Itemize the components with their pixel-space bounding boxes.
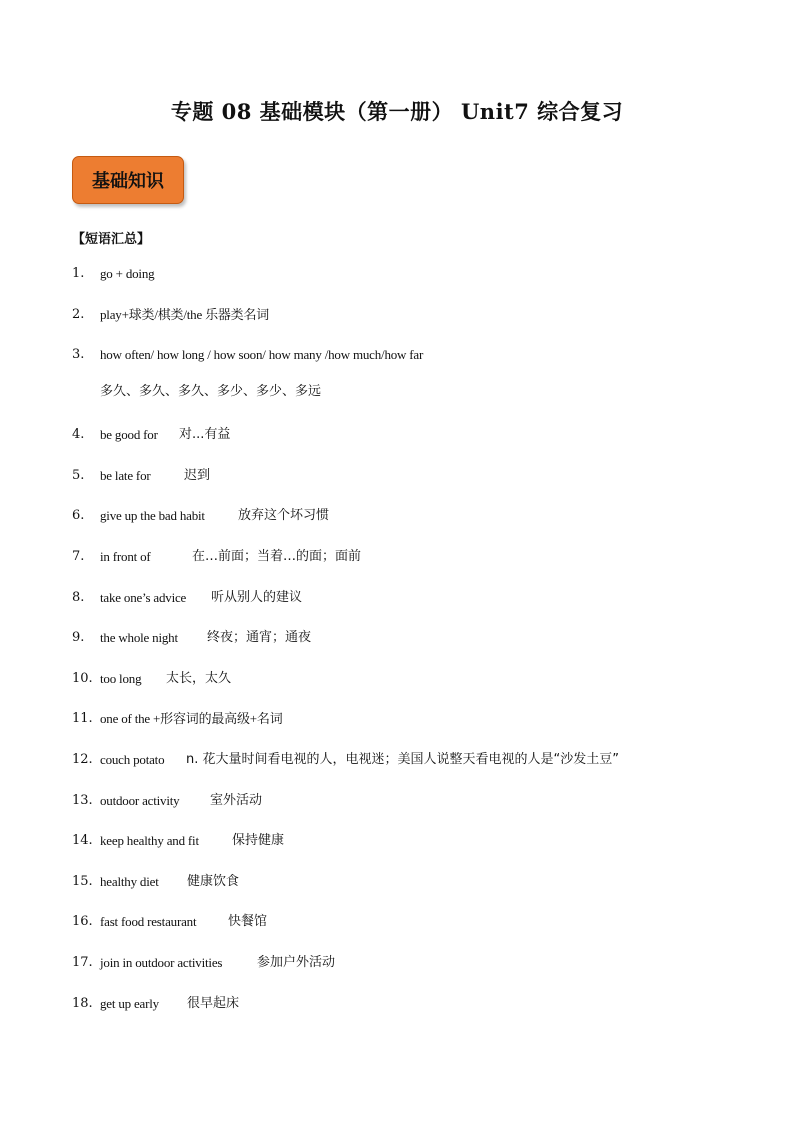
list-item [72, 344, 772, 424]
phrase-english: one of the +形容词的最高级+名词 [100, 711, 283, 727]
phrase-english: healthy diet [100, 873, 159, 889]
phrase-english: in front of [100, 548, 151, 564]
phrase-chinese: 迟到 [184, 467, 211, 483]
phrase-chinese: 快餐馆 [228, 914, 268, 930]
phrase-english: keep healthy and fit [100, 833, 199, 849]
item-number: 18. [72, 995, 93, 1011]
item-number: 8. [72, 589, 85, 605]
phrase-chinese: 保持健康 [232, 833, 285, 849]
list-item [72, 587, 772, 628]
phrase-chinese: 多久、多久、多久、多少、多少、多远 [100, 384, 322, 400]
item-number: 12. [72, 751, 93, 767]
phrase-english: give up the bad habit [100, 508, 205, 524]
phrase-english: get up early [100, 995, 159, 1011]
list-item [72, 505, 772, 546]
list-item [72, 993, 772, 1034]
phrase-chinese: 听从别人的建议 [211, 589, 303, 605]
phrase-chinese: 放弃这个坏习惯 [238, 508, 330, 524]
list-item [72, 263, 772, 304]
list-item [72, 627, 772, 668]
phrase-english: the whole night [100, 630, 178, 646]
phrase-english: outdoor activity [100, 792, 180, 808]
phrase-chinese: 在…前面；当着…的面；面前 [192, 548, 362, 564]
list-item [72, 749, 772, 790]
phrase-english: couch potato [100, 751, 165, 767]
section-badge: 基础知识 [72, 156, 184, 204]
list-item [72, 546, 772, 587]
list-item [72, 790, 772, 831]
phrase-chinese: 终夜；通宵；通夜 [207, 630, 312, 646]
item-number: 17. [72, 954, 93, 970]
phrase-english: take one’s advice [100, 589, 187, 605]
page-title: 专题 08 基础模块（第一册） Unit7 综合复习 [170, 99, 624, 124]
list-item [72, 465, 772, 506]
item-number: 14. [72, 833, 93, 849]
phrase-chinese: 参加户外活动 [257, 954, 336, 970]
list-item [72, 911, 772, 952]
item-number: 2. [72, 306, 85, 322]
item-number: 16. [72, 914, 93, 930]
item-number: 5. [72, 467, 85, 483]
phrase-english: how often/ how long / how soon/ how many /how much/how far [100, 347, 424, 363]
item-number: 7. [72, 548, 85, 564]
section-heading: 【短语汇总】 [72, 232, 151, 247]
item-number: 4. [72, 427, 85, 443]
phrase-english: go + doing [100, 266, 155, 281]
list-item [72, 304, 772, 345]
item-number: 9. [72, 630, 85, 646]
phrase-chinese: 太长，太久 [166, 670, 232, 686]
list-item [72, 668, 772, 709]
phrase-english: be late for [100, 467, 151, 483]
item-number: 13. [72, 792, 93, 808]
list-item [72, 952, 772, 993]
phrase-chinese: 很早起床 [187, 995, 240, 1011]
item-number: 6. [72, 508, 85, 524]
phrase-chinese: 健康饮食 [187, 873, 240, 889]
phrase-english: fast food restaurant [100, 914, 197, 930]
list-item [72, 424, 772, 465]
item-number: 15. [72, 873, 93, 889]
phrase-english: play+球类/棋类/the 乐器类名词 [100, 306, 270, 322]
phrase-english: be good for [100, 427, 158, 443]
phrase-english: join in outdoor activities [100, 954, 223, 970]
phrase-chinese: n. 花大量时间看电视的人，电视迷；美国人说整天看电视的人是“沙发土豆” [186, 751, 619, 767]
item-number: 3. [72, 347, 85, 363]
phrase-english: too long [100, 670, 142, 686]
list-item [72, 830, 772, 871]
phrase-chinese: 室外活动 [210, 792, 263, 808]
item-number: 1. [72, 266, 85, 281]
item-number: 11. [72, 711, 93, 727]
phrase-chinese: 对...有益 [179, 427, 231, 443]
item-number: 10. [72, 670, 93, 686]
list-item [72, 708, 772, 749]
phrase-list [72, 263, 772, 1033]
list-item [72, 871, 772, 912]
